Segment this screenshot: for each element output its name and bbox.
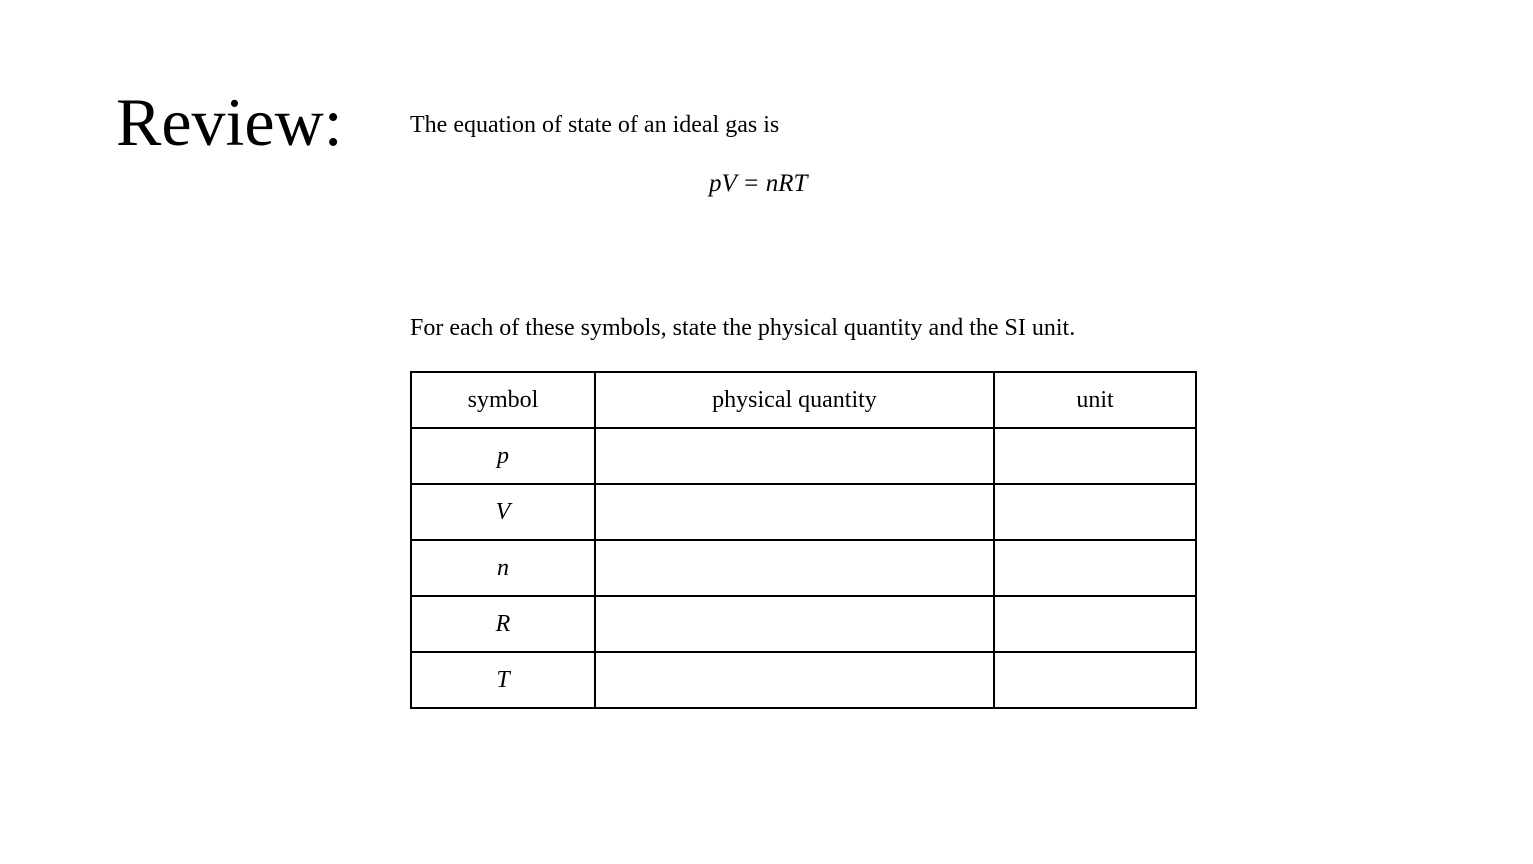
quantity-cell[interactable]: [595, 596, 994, 652]
ideal-gas-equation: pV = nRT: [709, 170, 808, 197]
table-row: [411, 540, 1196, 596]
header-unit: unit: [994, 372, 1196, 428]
quantity-cell[interactable]: [595, 652, 994, 708]
symbol-cell: T: [411, 652, 595, 708]
unit-cell[interactable]: [994, 428, 1196, 484]
header-physical-quantity: physical quantity: [595, 372, 994, 428]
header-symbol: symbol: [411, 372, 595, 428]
quantity-cell[interactable]: [595, 484, 994, 540]
table-row: [411, 428, 1196, 484]
question-instruction: For each of these symbols, state the physical quantity and the SI unit.: [410, 315, 1076, 341]
question-intro: The equation of state of an ideal gas is: [410, 112, 780, 138]
unit-cell[interactable]: [994, 540, 1196, 596]
unit-cell[interactable]: [994, 652, 1196, 708]
slide-title: Review:: [116, 84, 343, 160]
table-row: [411, 652, 1196, 708]
symbol-cell: R: [411, 596, 595, 652]
unit-cell[interactable]: [994, 596, 1196, 652]
table-row: [411, 596, 1196, 652]
symbol-cell: V: [411, 484, 595, 540]
unit-cell[interactable]: [994, 484, 1196, 540]
table-header-row: [411, 372, 1196, 428]
symbol-cell: p: [411, 428, 595, 484]
quantity-cell[interactable]: [595, 428, 994, 484]
symbol-cell: n: [411, 540, 595, 596]
quantity-cell[interactable]: [595, 540, 994, 596]
answer-table: [410, 371, 1197, 709]
table-row: [411, 484, 1196, 540]
